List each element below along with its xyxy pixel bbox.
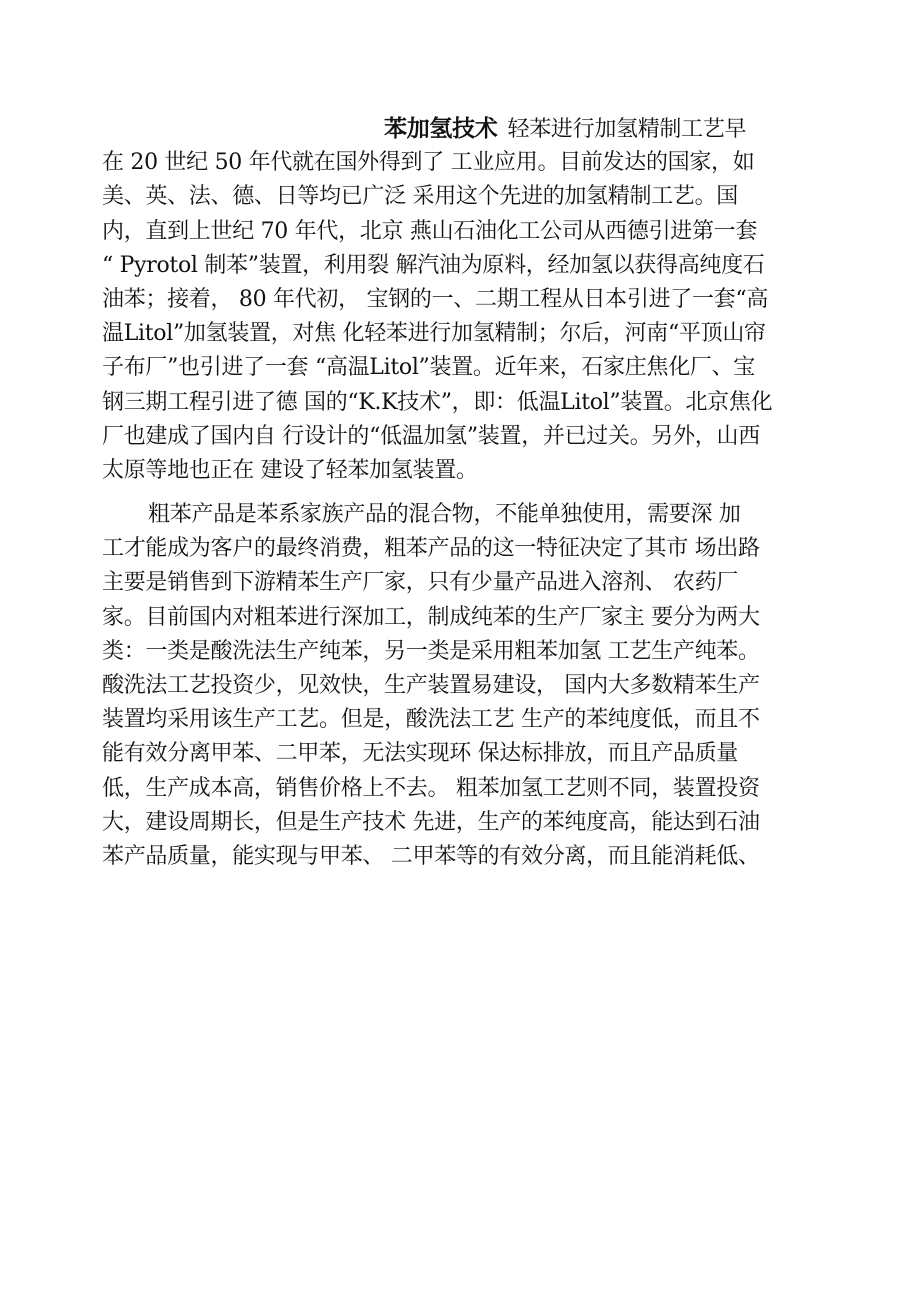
text-line: 温Litol”加氢装置，对焦 化轻苯进行加氢精制；尔后，河南“平顶山帘 [102, 321, 766, 347]
paragraph-gap [102, 488, 822, 498]
text-line: “ Pyrotol 制苯”装置，利用裂 解汽油为原料，经加氢以获得高纯度石 [102, 252, 765, 278]
text-line [102, 112, 822, 146]
text-line: 能有效分离甲苯、二甲苯，无法实现环 保达标排放，而且产品质量 [102, 741, 738, 767]
text-line: 低，生产成本高，销售价格上不去。 粗苯加氢工艺则不同，装置投资 [102, 775, 760, 801]
text-line: 装置均采用该生产工艺。但是，酸洗法工艺 生产的苯纯度低，而且不 [102, 707, 760, 733]
text-line: 油苯；接着， 80 年代初， 宝钢的一、二期工程从日本引进了一套“高 [102, 286, 769, 312]
text-line: 太原等地也正在 建设了轻苯加氢装置。 [102, 457, 478, 483]
text-line: 美、英、法、德、日等均已广泛 采用这个先进的加氢精制工艺。国 [102, 184, 738, 210]
text-line: 类：一类是酸洗法生产纯苯，另一类是采用粗苯加氢 工艺生产纯苯。 [102, 638, 760, 664]
text-line: 大，建设周期长，但是生产技术 先进，生产的苯纯度高，能达到石油 [102, 809, 760, 835]
document-page [102, 112, 822, 874]
text-line: 酸洗法工艺投资少，见效快，生产装置易建设， 国内大多数精苯生产 [102, 673, 760, 698]
text-line: 粗苯产品是苯系家族产品的混合物，不能单独使用，需要深 加 [148, 502, 741, 528]
document-title: 苯加氢技术 [384, 116, 498, 142]
text-line: 家。目前国内对粗苯进行深加工，制成纯苯的生产厂家主 要分为两大 [102, 604, 760, 630]
text-line: 子布厂”也引进了一套 “高温Litol”装置。近年来，石家庄焦化厂、宝 [102, 355, 756, 381]
text-line: 厂也建成了国内自 行设计的“低温加氢”装置，并已过关。另外，山西 [102, 423, 760, 449]
text-span: 轻苯进行加氢精制工艺早 [507, 117, 747, 142]
text-line: 在 20 世纪 50 年代就在国外得到了 工业应用。目前发达的国家，如 [102, 150, 755, 176]
text-line: 钢三期工程引进了德 国的“K.K技术”，即：低温Litol”装置。北京焦化 [102, 389, 773, 415]
text-line: 苯产品质量，能实现与甲苯、 二甲苯等的有效分离，而且能消耗低、 [102, 843, 760, 869]
text-line: 主要是销售到下游精苯生产厂家，只有少量产品进入溶剂、 农药厂 [102, 570, 738, 596]
text-line: 工才能成为客户的最终消费，粗苯产品的这一特征决定了其市 场出路 [102, 536, 760, 562]
text-line: 内，直到上世纪 70 年代，北京 燕山石油化工公司从西德引进第一套 [102, 218, 758, 244]
